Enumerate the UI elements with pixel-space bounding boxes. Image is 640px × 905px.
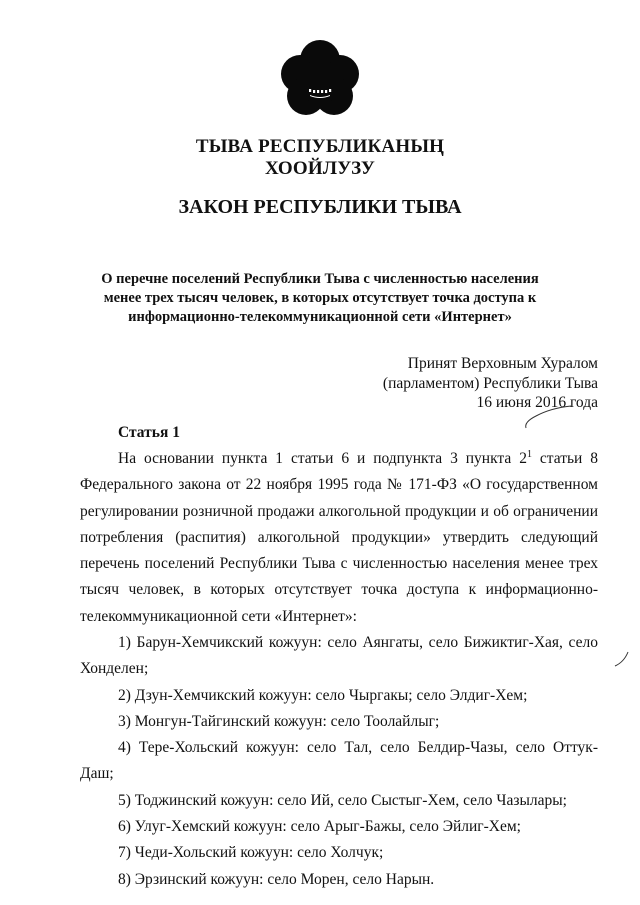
tuva-emblem-icon [280,38,360,120]
list-item: 8) Эрзинский кожуун: село Морен, село Нарын. [118,870,435,888]
tuvan-title-line-1: ТЫВА РЕСПУБЛИКАНЫҢ [195,136,445,157]
list-item: 2) Дзун-Хемчикский кожуун: село Чыргакы; село Элдиг-Хем; [118,686,528,704]
law-subject: О перечне поселений Республики Тыва с численностью населения менее трех тысяч человек, в которых отсутствует точка доступа к информационно-телекоммуникационной сети «Интернет» [101,271,539,325]
adoption-line-2: (парламентом) Республики Тыва [382,374,598,392]
handwritten-mark-icon [516,402,576,432]
article-intro-paragraph [80,446,598,630]
article-intro-part-2: статьи 8 Федерального закона от 22 ноября 1995 года № 171-ФЗ «О государственном регулировании розничной продажи алкогольной продукции и об ограничении потребления (распития) алкогольной продукции» утвердить следующий перечень поселений Республики Тыва с численностью населения менее трех тысяч человек, в которых отсутствует точка доступа к информационно-телекоммуникационной сети «Интернет»: [80,450,598,625]
list-item: 6) Улуг-Хемский кожуун: село Арыг-Бажы, село Эйлиг-Хем; [118,818,521,836]
article-title: Статья 1 [118,424,180,441]
adoption-date: 16 июня 2016 года [476,394,598,411]
adoption-line-1: Принят Верховным Хуралом [407,355,598,372]
law-title: ЗАКОН РЕСПУБЛИКИ ТЫВА [178,196,462,218]
list-item: 1) Барун-Хемчикский кожуун: село Аянгаты, село Бижиктиг-Хая, село Хонделен; [80,634,598,678]
list-item: 5) Тоджинский кожуун: село Ий, село Сыстыг-Хем, село Чазылары; [118,791,567,809]
tuvan-title-line-2: ХООЙЛУЗУ [264,158,376,179]
margin-mark-icon [612,650,632,670]
list-item: 7) Чеди-Хольский кожуун: село Холчук; [118,844,384,862]
article-intro-part-1: На основании пункта 1 статьи 6 и подпункта 3 пункта 2 [118,450,527,467]
article-intro-superscript: 1 [526,448,532,460]
list-item: 4) Тере-Хольский кожуун: село Тал, село Белдир-Чазы, село Оттук-Даш; [80,739,598,783]
list-item: 3) Монгун-Тайгинский кожуун: село Тоолайлыг; [118,712,440,730]
settlements-list [0,630,640,893]
